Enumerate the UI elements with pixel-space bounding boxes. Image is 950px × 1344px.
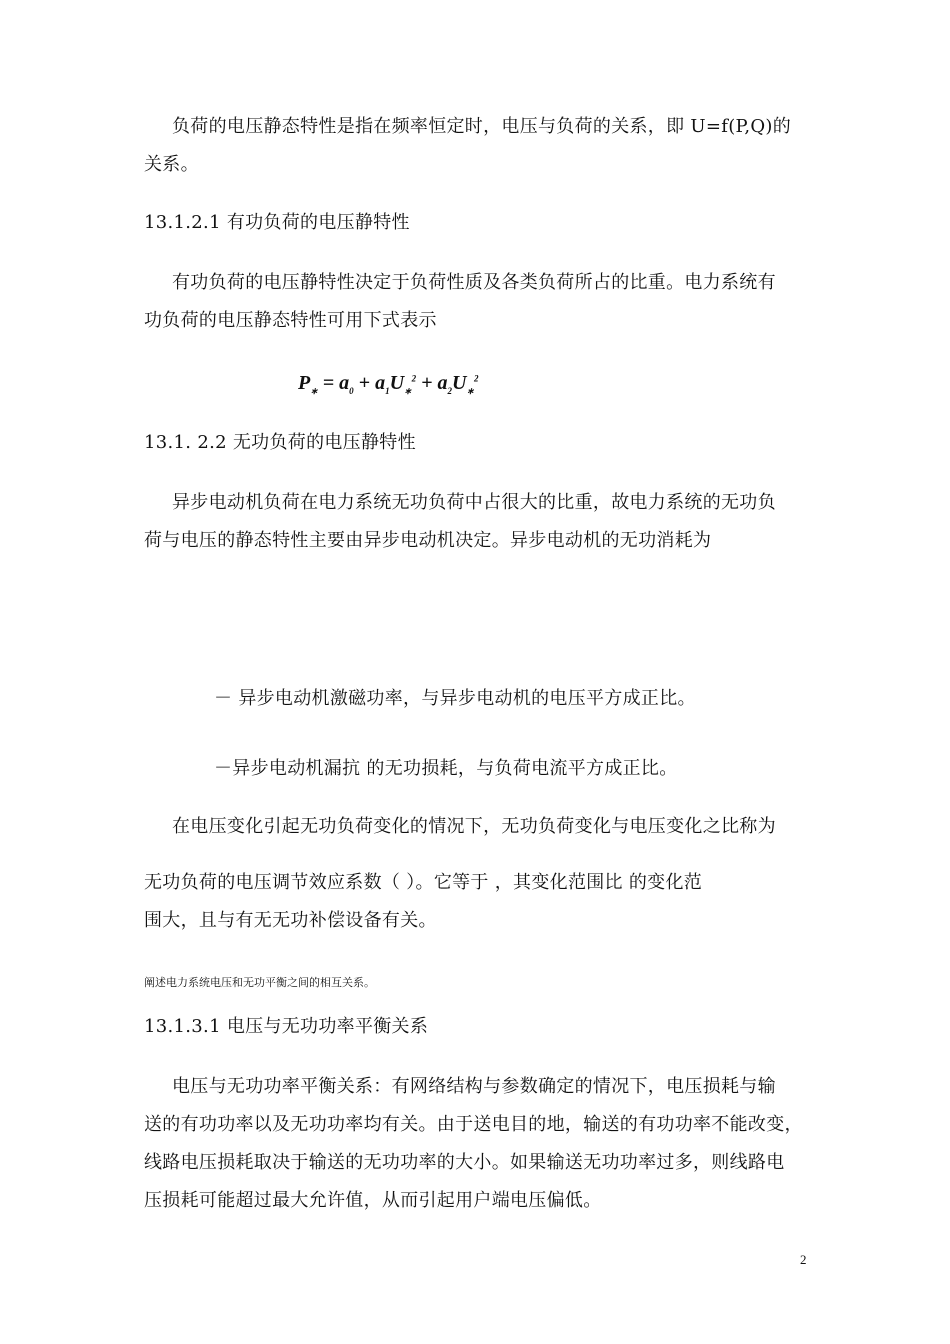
formula-term: + <box>416 372 438 394</box>
small-note: 阐述电力系统电压和无功平衡之间的相互关系。 <box>144 976 375 989</box>
section-heading: 13.1.3.1 电压与无功功率平衡关系 <box>144 1016 429 1037</box>
formula-superscript: 2 <box>473 373 479 384</box>
formula-term: a <box>375 372 386 394</box>
paragraph-line: 围大，且与有无无功补偿设备有关。 <box>144 910 437 931</box>
paragraph-line: 无功负荷的电压调节效应系数（ ）。它等于 ，其变化范围比 的变化范 <box>144 872 703 893</box>
formula-subscript: 1 <box>385 386 390 396</box>
section-heading: 13.1.2.1 有功负荷的电压静特性 <box>144 212 410 233</box>
section-heading: 13.1. 2.2 无功负荷的电压静特性 <box>144 432 416 453</box>
formula-term: P <box>298 372 311 394</box>
list-item: － 异步电动机激磁功率，与异步电动机的电压平方成正比。 <box>214 688 696 709</box>
paragraph-line: 荷与电压的静态特性主要由异步电动机决定。异步电动机的无功消耗为 <box>144 530 712 551</box>
paragraph-line: 负荷的电压静态特性是指在频率恒定时，电压与负荷的关系，即 U=f(P,Q)的 <box>172 116 792 137</box>
paragraph-line: 关系。 <box>144 154 199 175</box>
paragraph-line: 在电压变化引起无功负荷变化的情况下，无功负荷变化与电压变化之比称为 <box>172 816 776 837</box>
paragraph-line: 线路电压损耗取决于输送的无功功率的大小。如果输送无功功率过多，则线路电 <box>144 1152 785 1173</box>
formula-subscript: 0 <box>349 386 354 396</box>
formula-subscript: ∗ <box>466 386 474 396</box>
paragraph-line: 电压与无功功率平衡关系：有网络结构与参数确定的情况下，电压损耗与输 <box>172 1076 776 1097</box>
formula-subscript: ∗ <box>310 386 318 396</box>
list-item: －异步电动机漏抗 的无功损耗，与负荷电流平方成正比。 <box>214 758 678 779</box>
formula-term: a <box>437 372 448 394</box>
paragraph-line: 有功负荷的电压静特性决定于负荷性质及各类负荷所占的比重。电力系统有 <box>172 272 776 293</box>
formula-term: U <box>451 372 467 394</box>
formula-active-load <box>298 372 478 397</box>
paragraph-line: 送的有功功率以及无功功率均有关。由于送电目的地，输送的有功功率不能改变， <box>144 1114 803 1135</box>
formula-superscript: 2 <box>411 373 417 384</box>
paragraph-line: 异步电动机负荷在电力系统无功负荷中占很大的比重，故电力系统的无功负 <box>172 492 776 513</box>
page-number: 2 <box>800 1252 807 1267</box>
formula-subscript: 2 <box>447 386 452 396</box>
formula-subscript: ∗ <box>404 386 412 396</box>
formula-term: a <box>339 372 350 394</box>
paragraph-line: 压损耗可能超过最大允许值，从而引起用户端电压偏低。 <box>144 1190 602 1211</box>
formula-term: + <box>353 372 376 394</box>
formula-term: U <box>389 372 405 394</box>
paragraph-line: 功负荷的电压静态特性可用下式表示 <box>144 310 437 331</box>
formula-term: = <box>317 372 340 394</box>
